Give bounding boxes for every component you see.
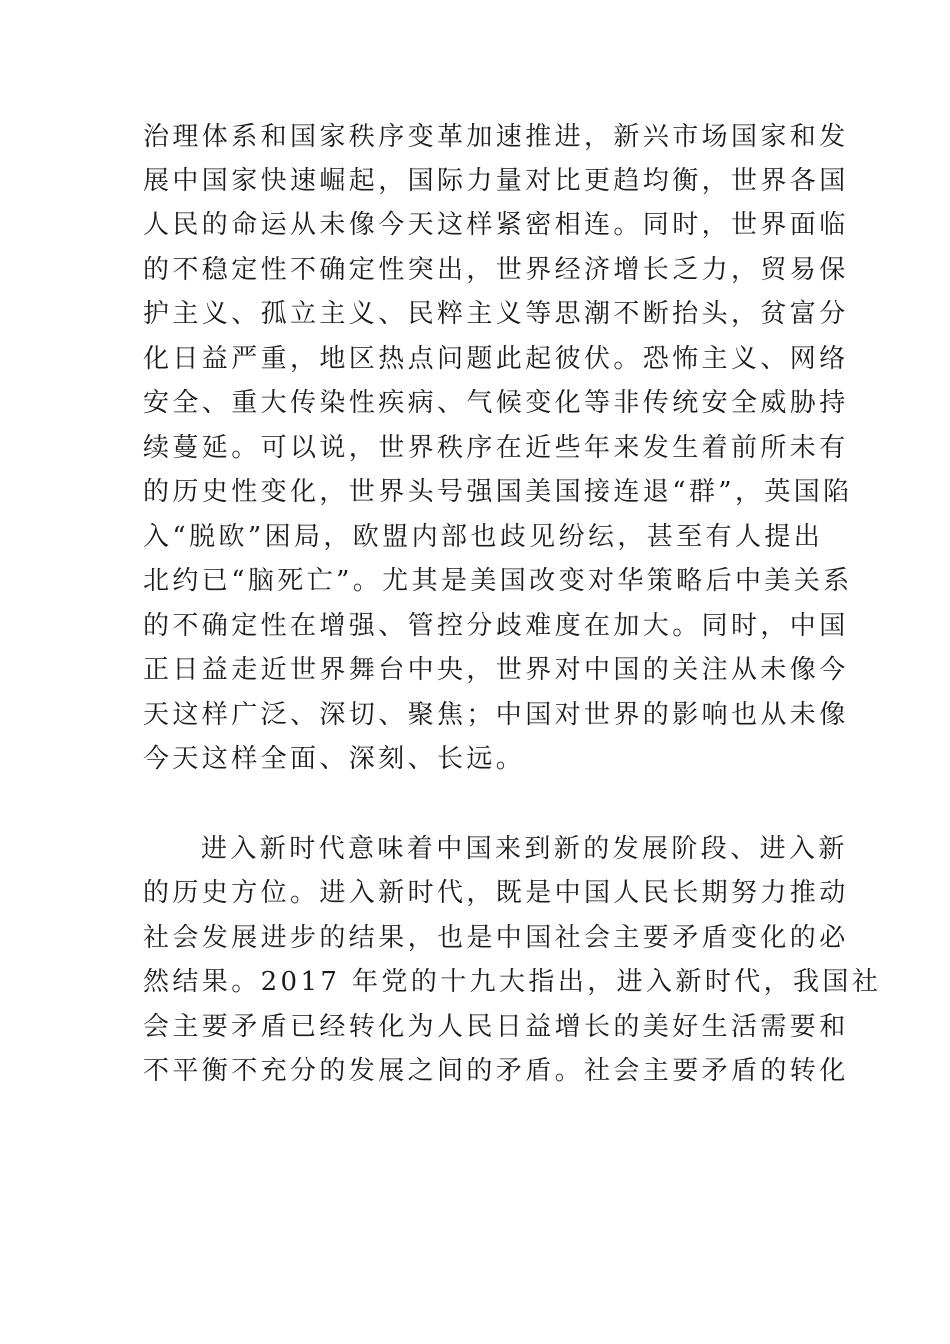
text-line: 社会发展进步的结果，也是中国社会主要矛盾变化的必 [143, 923, 849, 953]
text-line: 的历史方位。进入新时代，既是中国人民长期努力推动 [143, 878, 849, 908]
text-line: 治理体系和国家秩序变革加速推进，新兴市场国家和发 [143, 122, 849, 152]
text-line: 护主义、孤立主义、民粹主义等思潮不断抬头，贫富分 [143, 299, 849, 329]
text-line: 展中国家快速崛起，国际力量对比更趋均衡，世界各国 [143, 166, 849, 196]
text-line: 人民的命运从未像今天这样紧密相连。同时，世界面临 [143, 210, 849, 240]
text-line: 天这样广泛、深切、聚焦；中国对世界的影响也从未像 [143, 700, 849, 730]
text-line: 然结果。2017 年党的十九大指出，进入新时代，我国社 [143, 967, 882, 997]
text-line: 进入新时代意味着中国来到新的发展阶段、进入新 [201, 834, 848, 864]
text-line: 正日益走近世界舞台中央，世界对中国的关注从未像今 [143, 655, 849, 685]
text-line: 化日益严重，地区热点问题此起彼伏。恐怖主义、网络 [143, 344, 849, 374]
text-line: 入“脱欧”困局，欧盟内部也歧见纷纭，甚至有人提出 [143, 522, 824, 552]
text-line: 会主要矛盾已经转化为人民日益增长的美好生活需要和 [143, 1012, 849, 1042]
text-line: 不平衡不充分的发展之间的矛盾。社会主要矛盾的转化 [143, 1056, 849, 1086]
text-line: 的不稳定性不确定性突出，世界经济增长乏力，贸易保 [143, 255, 849, 285]
text-line: 安全、重大传染性疾病、气候变化等非传统安全威胁持 [143, 388, 849, 418]
text-line: 北约已“脑死亡”。尤其是美国改变对华策略后中美关系 [143, 566, 853, 596]
text-line: 的历史性变化，世界头号强国美国接连退“群”，英国陷 [143, 477, 853, 507]
text-line: 续蔓延。可以说，世界秩序在近些年来发生着前所未有 [143, 433, 849, 463]
text-line: 今天这样全面、深刻、长远。 [143, 744, 526, 774]
text-line: 的不确定性在增强、管控分歧难度在加大。同时，中国 [143, 611, 849, 641]
